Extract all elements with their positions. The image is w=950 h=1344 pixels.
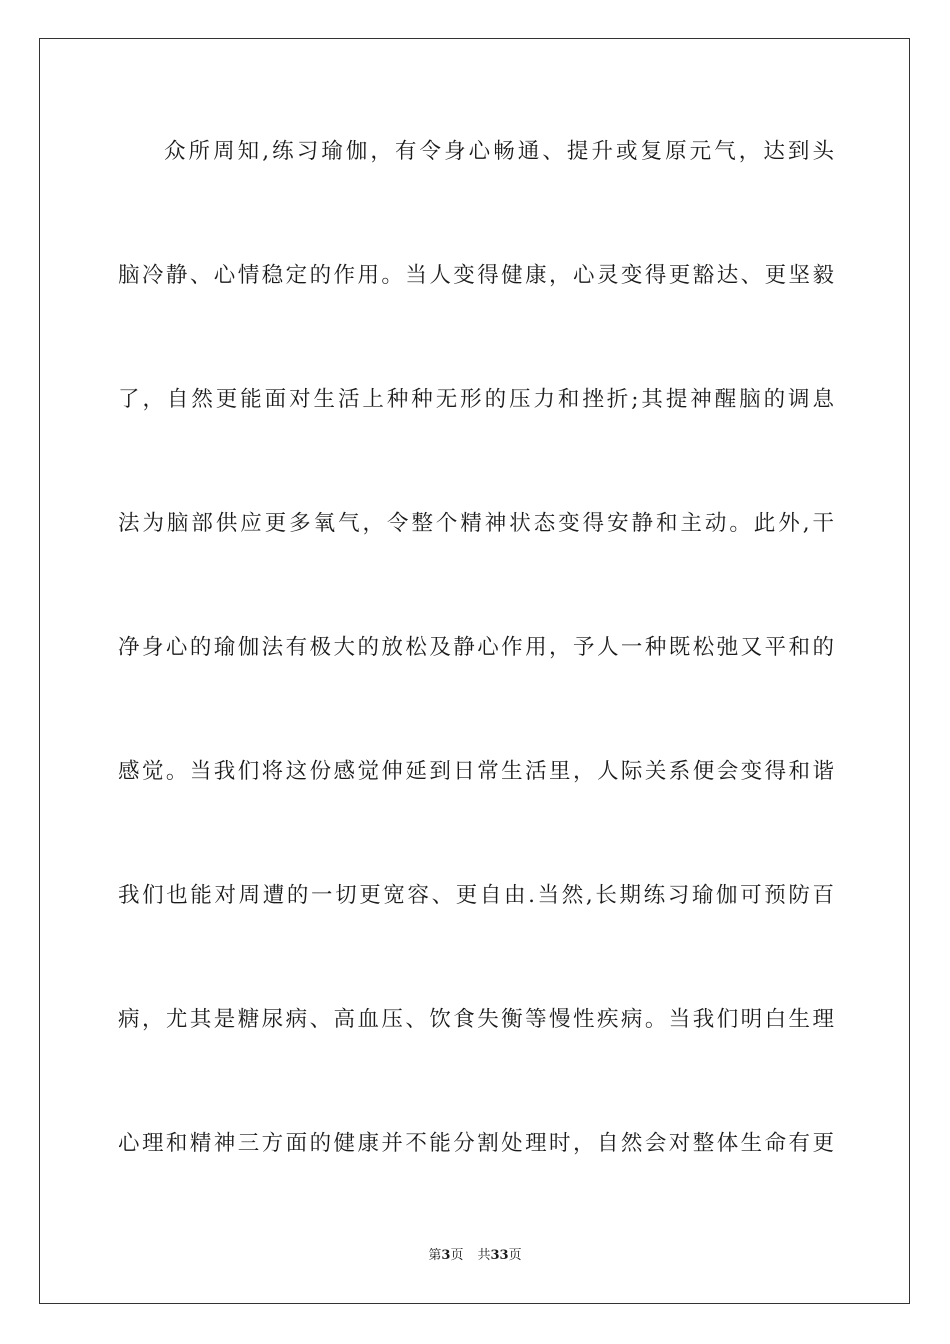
total-pages: 33: [490, 1248, 509, 1263]
page-prefix: 第: [428, 1248, 442, 1263]
paragraph-line: 众所周知,练习瑜伽，有令身心畅通、提升或复原元气，达到头: [164, 139, 834, 164]
page-footer: [0, 1247, 950, 1265]
page-suffix: 页: [450, 1248, 464, 1263]
paragraph-line: 我们也能对周遭的一切更宽容、更自由.当然,长期练习瑜伽可预防百: [118, 883, 834, 908]
total-prefix: 共: [477, 1248, 491, 1263]
paragraph-line: 净身心的瑜伽法有极大的放松及静心作用，予人一种既松弛又平和的: [118, 635, 834, 660]
paragraph-line: 心理和精神三方面的健康并不能分割处理时，自然会对整体生命有更: [118, 1131, 834, 1156]
paragraph-line: 感觉。当我们将这份感觉伸延到日常生活里，人际关系便会变得和谐: [118, 759, 834, 784]
paragraph-line: 脑冷静、心情稳定的作用。当人变得健康，心灵变得更豁达、更坚毅: [118, 263, 834, 288]
page-border: [39, 38, 910, 1304]
paragraph-line: 法为脑部供应更多氧气，令整个精神状态变得安静和主动。此外,干: [118, 511, 834, 536]
total-suffix: 页: [508, 1248, 522, 1263]
page-number: 3: [441, 1248, 451, 1263]
paragraph-line: 病，尤其是糖尿病、高血压、饮食失衡等慢性疾病。当我们明白生理: [118, 1007, 834, 1032]
paragraph-line: 了，自然更能面对生活上种种无形的压力和挫折;其提神醒脑的调息: [118, 387, 834, 412]
